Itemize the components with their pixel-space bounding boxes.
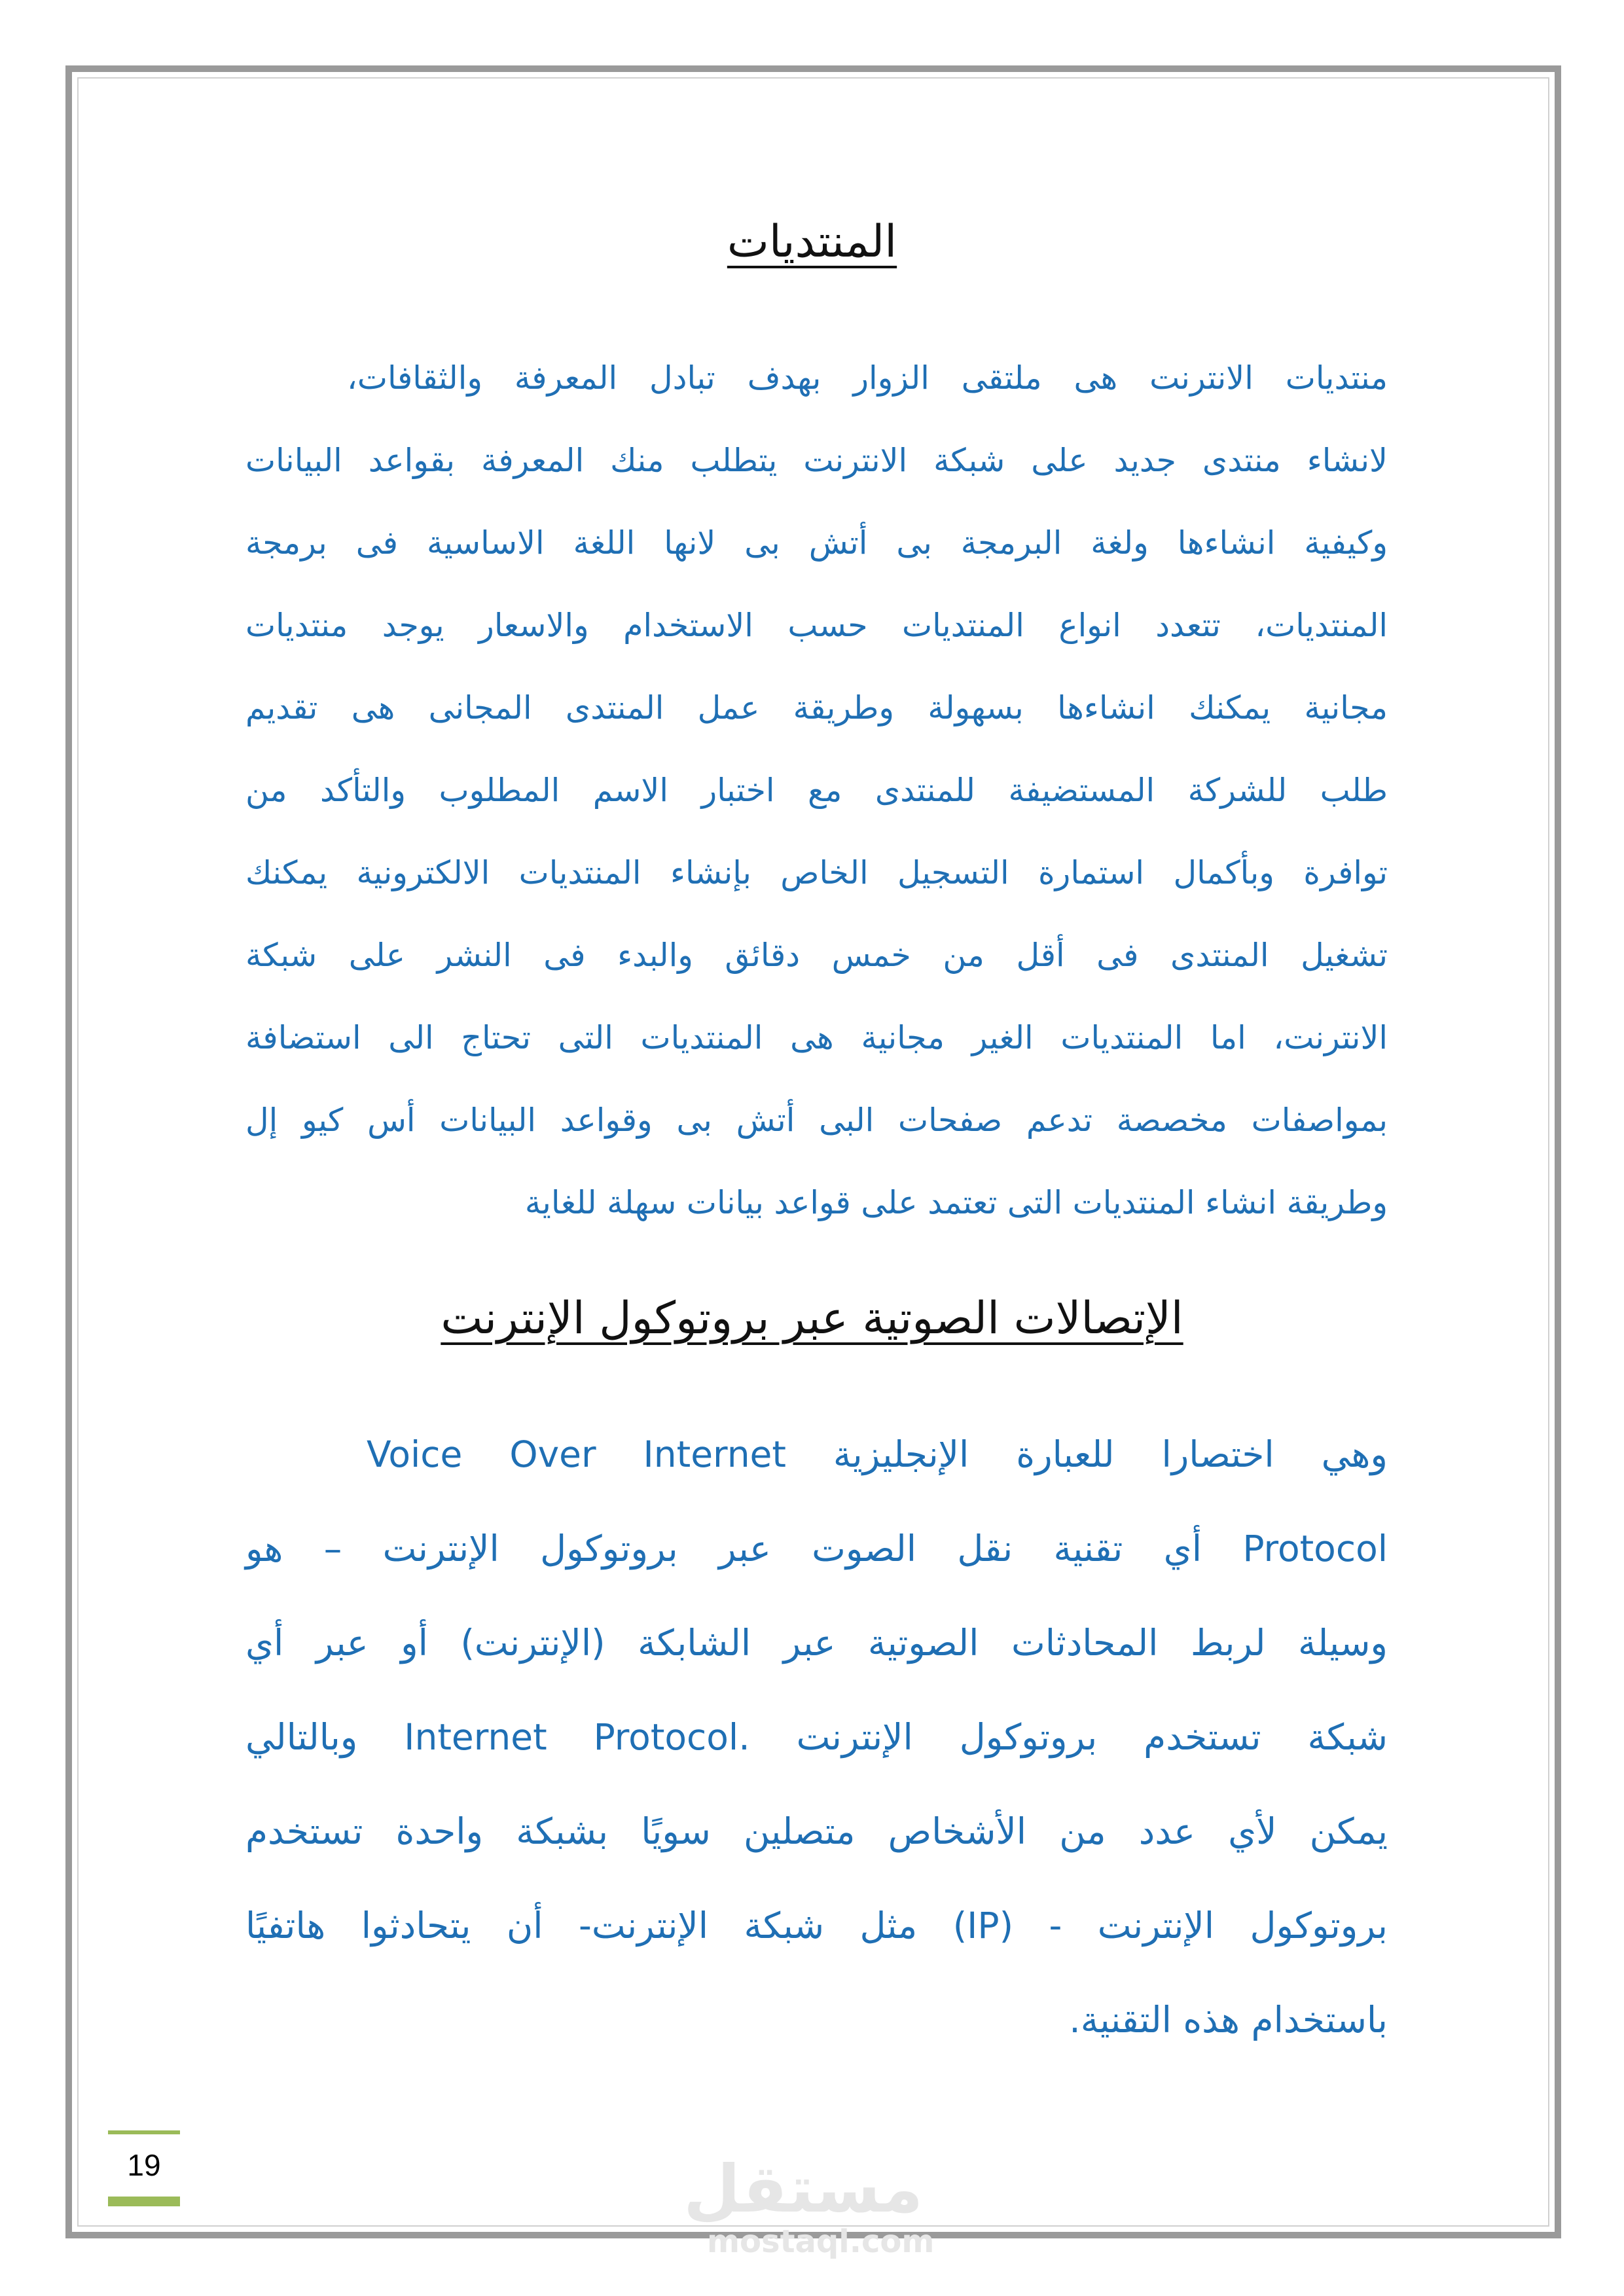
voip-paragraph bbox=[245, 1407, 1388, 2067]
text-line: المنتديات، تتعدد انواع المنتديات حسب الاستخدام والاسعار يوجد منتديات bbox=[245, 607, 1388, 644]
text-line: باستخدام هذه التقنية. bbox=[1069, 1999, 1388, 2041]
watermark-url: mostaql.com bbox=[707, 2223, 935, 2260]
text-line: بمواصفات مخصصة تدعم صفحات البى أتش بى وقواعد البيانات أس كيو إل bbox=[245, 1102, 1388, 1139]
text-line: وكيفية انشاءها ولغة البرمجة بى أتش بى لانها اللغة الاساسية فى برمجة bbox=[245, 524, 1388, 562]
text-line: وطريقة انشاء المنتديات التى تعتمد على قواعد بيانات سهلة للغاية bbox=[524, 1184, 1388, 1221]
text-line: الانترنت، اما المنتديات الغير مجانية هى المنتديات التى تحتاج الى استضافة bbox=[245, 1019, 1388, 1056]
text-line: توافرة وبأكمال استمارة التسجيل الخاص بإنشاء المنتديات الالكترونية يمكنك bbox=[245, 854, 1388, 891]
text-line: وسيلة لربط المحادثات الصوتية عبر الشابكة (الإنترنت) أو عبر أي bbox=[245, 1622, 1388, 1664]
text-line: مجانية يمكنك انشاءها بسهولة وطريقة عمل المنتدى المجانى هى تقديم bbox=[245, 689, 1388, 726]
text-line: تشغيل المنتدى فى أقل من خمس دقائق والبدء فى النشر على شبكة bbox=[245, 937, 1388, 974]
text-line: وهي اختصارا للعبارة الإنجليزية Voice Over Internet bbox=[367, 1433, 1388, 1475]
text-line: طلب للشركة المستضيفة للمنتدى مع اختبار الاسم المطلوب والتأكد من bbox=[245, 772, 1388, 809]
text-line: منتديات الانترنت هى ملتقى الزوار بهدف تبادل المعرفة والثقافات، bbox=[347, 359, 1388, 397]
section-title-voip: الإتصالات الصوتية عبر بروتوكول الإنترنت bbox=[441, 1293, 1183, 1344]
page-number-bar-bottom bbox=[108, 2197, 180, 2206]
watermark-logo bbox=[683, 2151, 935, 2260]
page-number-block bbox=[108, 2130, 180, 2206]
section-title-forums: المنتديات bbox=[727, 216, 897, 268]
watermark-arabic: مستقل bbox=[683, 2151, 923, 2227]
forums-paragraph bbox=[245, 337, 1388, 1244]
page-number: 19 bbox=[127, 2148, 161, 2182]
text-line: شبكة تستخدم بروتوكول الإنترنت .Internet Protocol وبالتالي bbox=[245, 1716, 1388, 1758]
text-line: يمكن لأي عدد من الأشخاص متصلين سويًا بشبكة واحدة تستخدم bbox=[245, 1810, 1388, 1852]
text-line: Protocol أي تقنية نقل الصوت عبر بروتوكول الإنترنت – هو bbox=[245, 1528, 1388, 1570]
text-line: لانشاء منتدى جديد على شبكة الانترنت يتطلب منك المعرفة بقواعد البيانات bbox=[245, 442, 1388, 479]
text-line: بروتوكول الإنترنت - (IP) مثل شبكة الإنترنت- أن يتحادثوا هاتفيًا bbox=[245, 1905, 1388, 1946]
